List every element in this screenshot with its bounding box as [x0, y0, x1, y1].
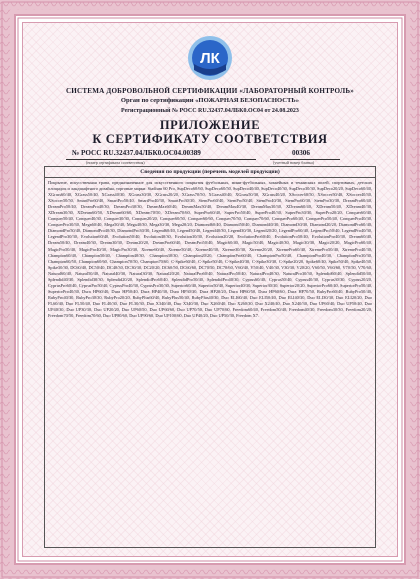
certificate-number: № РОСС RU.32437.04ЛБК0.ОС04.00389 [72, 149, 201, 157]
annex-number: 00306 [292, 149, 310, 157]
products-table [44, 166, 376, 548]
products-list: Покрытие, искусственная трава, предназначенное для искусственного покрытия футбольных, мини-футбольных, хоккейных и теннисных полей, спортивных, детских площадок и ландшафтного дизайна, торговые марки: Stadium 60 Pro, SupDeco60/60, SupDeco60/50, SupDeco40/40, SupDeco40/30, SupDeco30/30, SupDeco20/20, SupDeco60/40, XGrass60/40, XGrass50/40, XGrass40/30, XGrass30/30, XGrass20/20, XGrass70/50, XGrass40/40, XGrass50/30, XGrass40/20, XSoccer60/50, XSoccer50/40, XSoccer40/30, XSoccer50/50, SmartPro60/40, SmartPro50/40, SmartPro40/30, SmartPro30/30, StemPro60/40, StemPro50/40, StemPro40/30, StemPro60/30, StemPro30/30, DreamPro60/40, DreamPro50/40, DreamPro40/30, DreamPro30/30, DreamMax60/40, DreamMax50/40, DreamMax40/30, DreamMax30/30, XDream60/40, XDream50/40, XDream40/30, XDream30/30, XDream60/50, XDream60/60, XDream70/50, XDream70/60, SuperPro60/40, SuperPro50/40, SuperPro40/30, SuperPro30/30, SuperPro20/20, Conquer60/40, Conquer50/40, Conquer40/30, Conquer30/30, Conquer20/20, Conquer60/50, Conquer60/60, Conquer70/50, Conquer70/60, ConquerPro60/40, ConquerPro50/40, ConquerPro40/30, ConquerPro30/30, Mega60/40, Mega50/40, Mega40/30, Mega30/30, Mega20/20, Diamond60/40, Diamond50/40, Diamond40/30, Diamond30/30, Diamond20/20, DiamondPro60/40, DiamondPro50/40, DiamondPro40/30, DiamondPro30/30, Legend60/40, Legend50/40, Legend40/30, Legend30/30, Legend20/20, LegendPro60/40, LegendPro50/40, LegendPro40/30, LegendPro30/30, Evolution60/40, Evolution50/40, Evolution40/30, Evolution30/30, Evolution20/20, EvolutionPro60/40, EvolutionPro50/40, EvolutionPro40/30, Dream60/40, Dream50/40, Dream40/30, Dream30/30, Dream20/20, DreamPro60/40, DreamPro50/40, Magic60/40, Magic50/40, Magic40/30, Magic30/30, Magic20/20, MagicPro60/40, MagicPro50/40, MagicPro40/30, MagicPro30/30, Xtreme60/40, Xtreme50/40, Xtreme40/30, Xtreme30/30, Xtreme20/20, XtremePro60/40, XtremePro50/40, XtremePro40/30, Champion60/40, Champion50/40, Champion40/30, Champion30/30, Champion20/20, ChampionPro60/40, ChampionPro50/40, ChampionPro40/30, ChampionPro30/30, Champion60/50, Champion60/60, Champion70/50, Champion70/60, C-Spike60/40, C-Spike50/40, C-Spike40/30, C-Spike30/30, C-Spike20/20, Spike60/40, Spike50/40, Spike40/30, Spike30/30, DC60/40, DC50/40, DC40/30, DC30/30, DC20/20, DC60/50, DC60/60, DC70/50, DC70/60, V60/40, V50/40, V40/30, V30/30, V20/20, V60/50, V60/60, V70/50, V70/60, Natural60/40, Natural50/40, Natural40/30, Natural30/30, Natural20/20, NaturalPro60/40, NaturalPro50/40, NaturalPro40/30, NaturalPro30/30, Splendid60/40, Splendid50/40, Splendid40/30, Splendid30/30, Splendid20/20, SplendidPro60/40, SplendidPro50/40, SplendidPro40/30, Cyprus60/40, Cyprus50/40, Cyprus40/30, Cyprus30/30, Cyprus20/20, CyprusPro60/40, CyprusPro50/40, CyprusPro40/30, CyprusPro30/30, Superior60/40, Superior50/40, Superior40/30, Superior30/30, Superior20/20, SuperiorPro60/40, SuperiorPro50/40, SuperiorPro40/30, Dura HP60/40, Dura HP50/40, Dura HP40/30, Dura HP30/30, Dura HP20/20, Dura HP60/50, Dura HP60/60, Dura HP70/50, RubyPro60/40, RubyPro50/40, RubyPro40/30, RubyPro30/30, RubyPro20/20, RubyPlus60/40, RubyPlus50/40, RubyPlus40/30, Duo ELI60/40, Duo ELI50/40, Duo ELI40/30, Duo ELI30/30, Duo ELI20/20, Duo FL60/40, Duo FL50/40, Duo FL40/30, Duo FL30/30, Duo X340/40, Duo X340/30, Duo X260/40, Duo X260/30, Duo X240/40, Duo X240/30, Duo UP60/40, Duo UP50/40, Duo UP40/30, Duo UP30/30, Duo UP20/20, Duo UP60/50, Duo UP60/60, Duo UP70/50, Duo UP70/60, Freedom60/40, Freedom50/40, Freedom40/30, Freedom30/30, Freedom20/20, Freedom70/50, Freedom70/60, Duo UP80/60, Duo UP90/60, Duo UP100/60, Duo UP40/20, Duo UP50/30, Freedom X7. [48, 180, 372, 319]
document-title: ПРИЛОЖЕНИЕ [159, 118, 261, 132]
document-subtitle: К СЕРТИФИКАТУ СООТВЕТСТВИЯ [92, 132, 328, 146]
organization-name: СИСТЕМА ДОБРОВОЛЬНОЙ СЕРТИФИКАЦИИ «ЛАБОРАТОРНЫЙ КОНТРОЛЬ» [65, 87, 355, 95]
annex-number-caption: (учетный номер бланка) [273, 160, 315, 165]
laboratory-control-emblem-icon [186, 34, 234, 82]
logo-text: ЛК [200, 50, 220, 67]
certificate-number-line [0, 149, 420, 165]
certification-body: Орган по сертификации «ПОЖАРНАЯ БЕЗОПАСНОСТЬ» [120, 97, 300, 104]
certificate-number-caption: (номер сертификата соответствия) [86, 160, 145, 165]
registration-number: Регистрационный № РОСС RU.32437.04ЛБК0.ОС04 от 24.08.2023 [121, 108, 299, 114]
products-heading: Сведения по продукции (перечень моделей продукции) [45, 167, 375, 178]
